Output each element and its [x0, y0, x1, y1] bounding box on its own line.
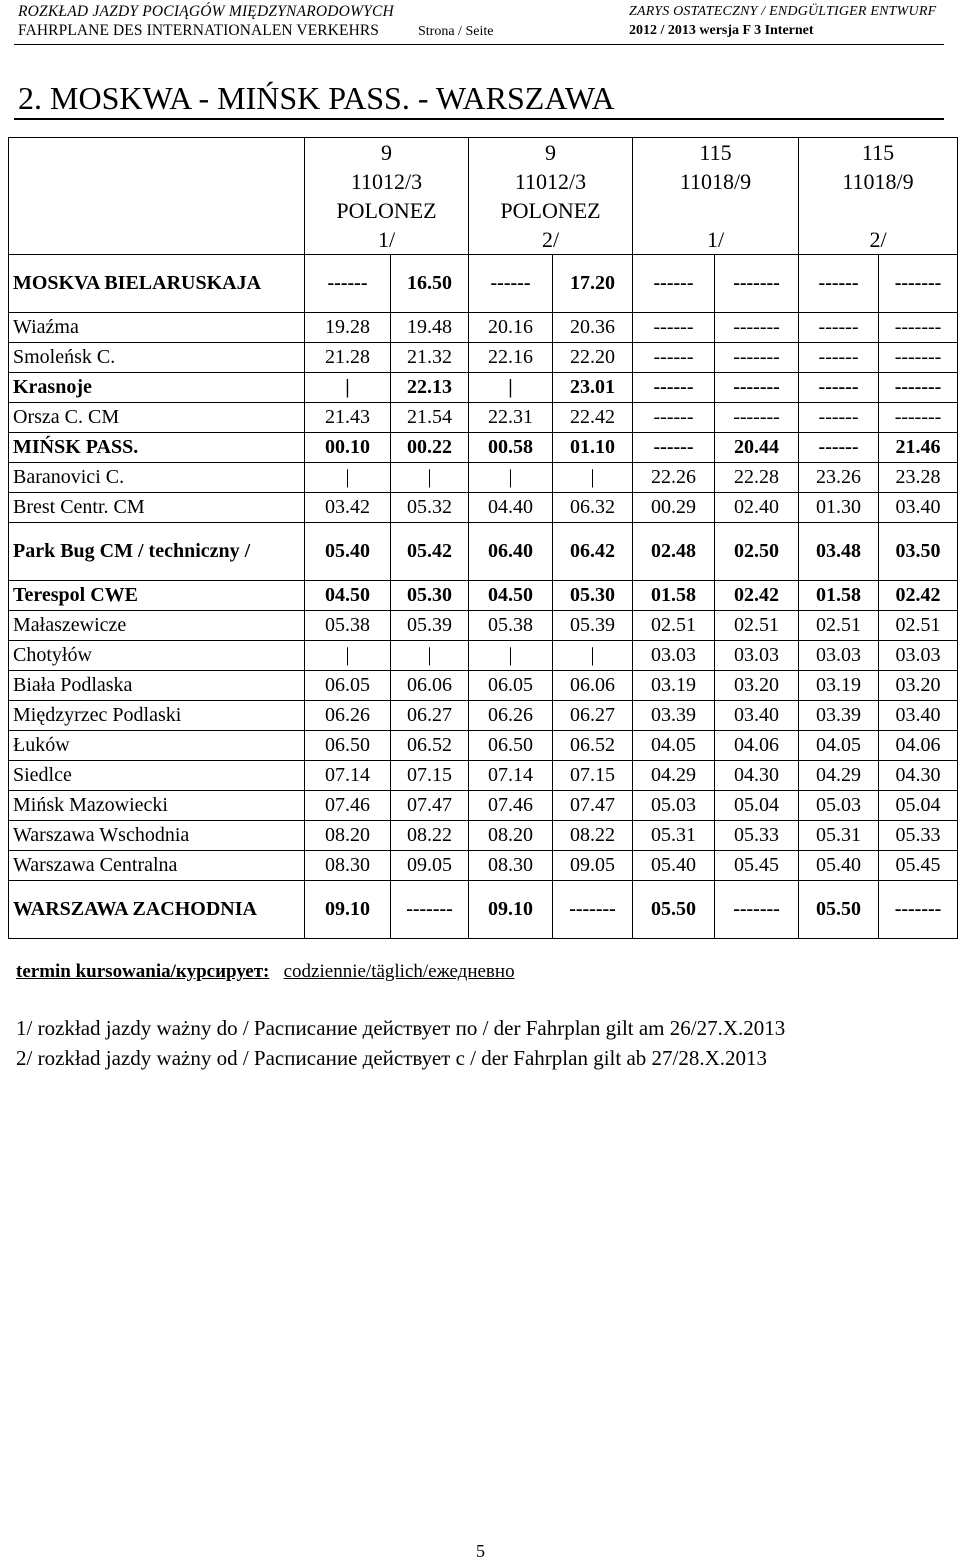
time-cell: ------ [799, 343, 879, 373]
station-name: Brest Centr. CM [9, 493, 305, 523]
timetable [8, 137, 958, 939]
time-cell: 19.28 [305, 313, 391, 343]
table-row [9, 403, 958, 433]
time-cell: 03.42 [305, 493, 391, 523]
station-name: Orsza C. CM [9, 403, 305, 433]
header-divider [14, 44, 944, 45]
time-cell: ------ [305, 255, 391, 313]
table-row [9, 493, 958, 523]
time-cell: ------- [715, 403, 799, 433]
time-cell: 08.22 [391, 821, 469, 851]
time-cell: ------ [799, 255, 879, 313]
train-header-col-2: 9 11012/3 POLONEZ 2/ [469, 138, 633, 255]
table-row [9, 881, 958, 939]
table-row [9, 581, 958, 611]
time-cell: 02.51 [879, 611, 958, 641]
time-cell: 05.45 [715, 851, 799, 881]
time-cell: ------ [799, 403, 879, 433]
station-name: Warszawa Wschodnia [9, 821, 305, 851]
table-row [9, 611, 958, 641]
station-name: MIŃSK PASS. [9, 433, 305, 463]
time-cell: 03.19 [633, 671, 715, 701]
time-cell: ------- [879, 255, 958, 313]
time-cell: | [305, 463, 391, 493]
time-cell: ------- [715, 255, 799, 313]
time-cell: ------- [391, 881, 469, 939]
time-cell: 03.20 [715, 671, 799, 701]
time-cell: 02.42 [879, 581, 958, 611]
time-cell: ------ [633, 433, 715, 463]
time-cell: 06.32 [553, 493, 633, 523]
time-cell: 06.40 [469, 523, 553, 581]
time-cell: 09.10 [469, 881, 553, 939]
time-cell: 04.05 [799, 731, 879, 761]
time-cell: 05.32 [391, 493, 469, 523]
header-draft-label: ZARYS OSTATECZNY / ENDGÜLTIGER ENTWURF [629, 4, 937, 19]
time-cell: 01.30 [799, 493, 879, 523]
time-cell: | [391, 463, 469, 493]
time-cell: 22.13 [391, 373, 469, 403]
time-cell: 21.46 [879, 433, 958, 463]
time-cell: ------- [879, 373, 958, 403]
time-cell: 03.03 [633, 641, 715, 671]
time-cell: 03.40 [879, 701, 958, 731]
time-cell: 23.28 [879, 463, 958, 493]
time-cell: ------- [879, 313, 958, 343]
time-cell: ------- [715, 343, 799, 373]
time-cell: 05.03 [633, 791, 715, 821]
header-empty-cell [9, 138, 305, 255]
time-cell: 07.14 [305, 761, 391, 791]
time-cell: 02.51 [799, 611, 879, 641]
time-cell: | [469, 463, 553, 493]
time-cell: 07.47 [553, 791, 633, 821]
time-cell: 21.54 [391, 403, 469, 433]
station-name: Park Bug CM / techniczny / [9, 523, 305, 581]
time-cell: 08.30 [305, 851, 391, 881]
time-cell: 06.06 [391, 671, 469, 701]
time-cell: 08.20 [469, 821, 553, 851]
time-cell: 06.52 [391, 731, 469, 761]
time-cell: 03.03 [715, 641, 799, 671]
table-row [9, 641, 958, 671]
time-cell: 04.50 [305, 581, 391, 611]
time-cell: ------ [799, 433, 879, 463]
time-cell: 05.39 [553, 611, 633, 641]
table-row [9, 671, 958, 701]
time-cell: | [469, 641, 553, 671]
train-header-col-4: 115 11018/9 2/ [799, 138, 958, 255]
time-cell: 03.03 [879, 641, 958, 671]
time-cell: 03.39 [633, 701, 715, 731]
table-row [9, 463, 958, 493]
time-cell: 23.26 [799, 463, 879, 493]
time-cell: 06.42 [553, 523, 633, 581]
time-cell: 22.31 [469, 403, 553, 433]
time-cell: 20.44 [715, 433, 799, 463]
time-cell: | [553, 641, 633, 671]
station-name: Chotyłów [9, 641, 305, 671]
time-cell: 09.05 [553, 851, 633, 881]
time-cell: 19.48 [391, 313, 469, 343]
time-cell: 09.05 [391, 851, 469, 881]
time-cell: 05.33 [715, 821, 799, 851]
time-cell: ------ [633, 403, 715, 433]
time-cell: 22.42 [553, 403, 633, 433]
time-cell: 05.31 [799, 821, 879, 851]
table-row [9, 523, 958, 581]
page-header [0, 0, 960, 44]
time-cell: 20.36 [553, 313, 633, 343]
time-cell: 21.43 [305, 403, 391, 433]
table-row [9, 433, 958, 463]
table-row [9, 701, 958, 731]
time-cell: 01.10 [553, 433, 633, 463]
time-cell: 04.29 [633, 761, 715, 791]
time-cell: 05.04 [879, 791, 958, 821]
time-cell: 17.20 [553, 255, 633, 313]
time-cell: 06.50 [305, 731, 391, 761]
time-cell: 03.03 [799, 641, 879, 671]
page-title: 2. MOSKWA - MIŃSK PASS. - WARSZAWA [18, 80, 615, 116]
time-cell: 05.50 [799, 881, 879, 939]
time-cell: | [305, 373, 391, 403]
station-name: Wiaźma [9, 313, 305, 343]
station-name: Małaszewicze [9, 611, 305, 641]
time-cell: 07.15 [553, 761, 633, 791]
time-cell: 05.30 [391, 581, 469, 611]
table-row [9, 821, 958, 851]
time-cell: 07.46 [305, 791, 391, 821]
time-cell: 05.45 [879, 851, 958, 881]
time-cell: 04.05 [633, 731, 715, 761]
time-cell: ------- [715, 373, 799, 403]
time-cell: ------- [553, 881, 633, 939]
time-cell: 05.50 [633, 881, 715, 939]
page-number: 5 [476, 1541, 485, 1561]
time-cell: 21.32 [391, 343, 469, 373]
time-cell: 04.40 [469, 493, 553, 523]
time-cell: 04.29 [799, 761, 879, 791]
time-cell: ------ [633, 255, 715, 313]
time-cell: 05.42 [391, 523, 469, 581]
table-row [9, 373, 958, 403]
time-cell: ------- [879, 881, 958, 939]
header-title-pl: ROZKŁAD JAZDY POCIĄGÓW MIĘDZYNARODOWYCH [18, 3, 394, 20]
footnote-2: 2/ rozkład jazdy ważny od / Расписание действует с / der Fahrplan gilt ab 27/28.X.2013 [16, 1046, 768, 1070]
time-cell: ------- [715, 313, 799, 343]
time-cell: 06.26 [469, 701, 553, 731]
time-cell: 03.40 [715, 701, 799, 731]
time-cell: 03.48 [799, 523, 879, 581]
time-cell: 02.51 [715, 611, 799, 641]
header-version: 2012 / 2013 wersja F 3 Internet [629, 23, 814, 38]
time-cell: 06.05 [305, 671, 391, 701]
station-name: MOSKVA BIELARUSKAJA [9, 255, 305, 313]
header-title-de: FAHRPLANE DES INTERNATIONALEN VERKEHRS [18, 22, 380, 39]
table-row [9, 731, 958, 761]
time-cell: 00.58 [469, 433, 553, 463]
time-cell: 08.30 [469, 851, 553, 881]
time-cell: 05.38 [469, 611, 553, 641]
time-cell: 04.06 [879, 731, 958, 761]
station-name: Biała Podlaska [9, 671, 305, 701]
time-cell: 06.06 [553, 671, 633, 701]
time-cell: 22.28 [715, 463, 799, 493]
time-cell: 08.22 [553, 821, 633, 851]
table-row [9, 761, 958, 791]
time-cell: 04.06 [715, 731, 799, 761]
time-cell: ------ [799, 373, 879, 403]
time-cell: 05.33 [879, 821, 958, 851]
time-cell: 07.46 [469, 791, 553, 821]
time-cell: 09.10 [305, 881, 391, 939]
time-cell: | [391, 641, 469, 671]
time-cell: 00.10 [305, 433, 391, 463]
time-cell: 23.01 [553, 373, 633, 403]
time-cell: | [553, 463, 633, 493]
time-cell: 03.20 [879, 671, 958, 701]
time-cell: ------ [633, 373, 715, 403]
table-row [9, 851, 958, 881]
time-cell: 05.40 [305, 523, 391, 581]
time-cell: ------ [633, 343, 715, 373]
time-cell: 16.50 [391, 255, 469, 313]
time-cell: 05.40 [799, 851, 879, 881]
time-cell: ------ [633, 313, 715, 343]
time-cell: 22.16 [469, 343, 553, 373]
time-cell: 04.30 [715, 761, 799, 791]
table-row [9, 343, 958, 373]
time-cell: 02.48 [633, 523, 715, 581]
time-cell: 05.39 [391, 611, 469, 641]
time-cell: 05.38 [305, 611, 391, 641]
table-row [9, 255, 958, 313]
table-row [9, 313, 958, 343]
time-cell: | [469, 373, 553, 403]
time-cell: 04.30 [879, 761, 958, 791]
time-cell: | [305, 641, 391, 671]
time-cell: 06.27 [553, 701, 633, 731]
table-row [9, 791, 958, 821]
time-cell: 02.50 [715, 523, 799, 581]
time-cell: 07.47 [391, 791, 469, 821]
time-cell: 06.05 [469, 671, 553, 701]
station-name: Łuków [9, 731, 305, 761]
train-header-row [9, 138, 958, 255]
time-cell: 21.28 [305, 343, 391, 373]
time-cell: ------ [469, 255, 553, 313]
time-cell: 03.40 [879, 493, 958, 523]
time-cell: 05.30 [553, 581, 633, 611]
station-name: Warszawa Centralna [9, 851, 305, 881]
time-cell: ------- [715, 881, 799, 939]
time-cell: 07.14 [469, 761, 553, 791]
operating-days-label: termin kursowania/курсирует: [16, 961, 270, 982]
time-cell: 22.26 [633, 463, 715, 493]
time-cell: 02.42 [715, 581, 799, 611]
station-name: Terespol CWE [9, 581, 305, 611]
time-cell: 00.29 [633, 493, 715, 523]
time-cell: 05.04 [715, 791, 799, 821]
time-cell: 06.50 [469, 731, 553, 761]
time-cell: 01.58 [633, 581, 715, 611]
time-cell: 08.20 [305, 821, 391, 851]
station-name: Baranovici C. [9, 463, 305, 493]
time-cell: 06.26 [305, 701, 391, 731]
operating-days-value: codziennie/täglich/ежедневно [283, 961, 515, 982]
time-cell: 22.20 [553, 343, 633, 373]
time-cell: 03.50 [879, 523, 958, 581]
station-name: WARSZAWA ZACHODNIA [9, 881, 305, 939]
time-cell: 06.27 [391, 701, 469, 731]
time-cell: ------ [799, 313, 879, 343]
time-cell: 02.40 [715, 493, 799, 523]
station-name: Międzyrzec Podlaski [9, 701, 305, 731]
train-header-col-1: 9 11012/3 POLONEZ 1/ [305, 138, 469, 255]
time-cell: 03.39 [799, 701, 879, 731]
time-cell: ------- [879, 343, 958, 373]
timetable-body [9, 138, 958, 939]
time-cell: ------- [879, 403, 958, 433]
station-name: Smoleńsk C. [9, 343, 305, 373]
time-cell: 20.16 [469, 313, 553, 343]
time-cell: 05.31 [633, 821, 715, 851]
footnote-1: 1/ rozkład jazdy ważny do / Расписание действует по / der Fahrplan gilt am 26/27.X.2013 [16, 1016, 786, 1040]
station-name: Krasnoje [9, 373, 305, 403]
time-cell: 00.22 [391, 433, 469, 463]
time-cell: 04.50 [469, 581, 553, 611]
time-cell: 06.52 [553, 731, 633, 761]
time-cell: 02.51 [633, 611, 715, 641]
time-cell: 03.19 [799, 671, 879, 701]
time-cell: 07.15 [391, 761, 469, 791]
station-name: Siedlce [9, 761, 305, 791]
operating-days [16, 961, 515, 983]
time-cell: 01.58 [799, 581, 879, 611]
header-page-label: Strona / Seite [418, 24, 494, 39]
station-name: Mińsk Mazowiecki [9, 791, 305, 821]
time-cell: 05.03 [799, 791, 879, 821]
title-underline [14, 118, 944, 120]
time-cell: 05.40 [633, 851, 715, 881]
train-header-col-3: 115 11018/9 1/ [633, 138, 799, 255]
